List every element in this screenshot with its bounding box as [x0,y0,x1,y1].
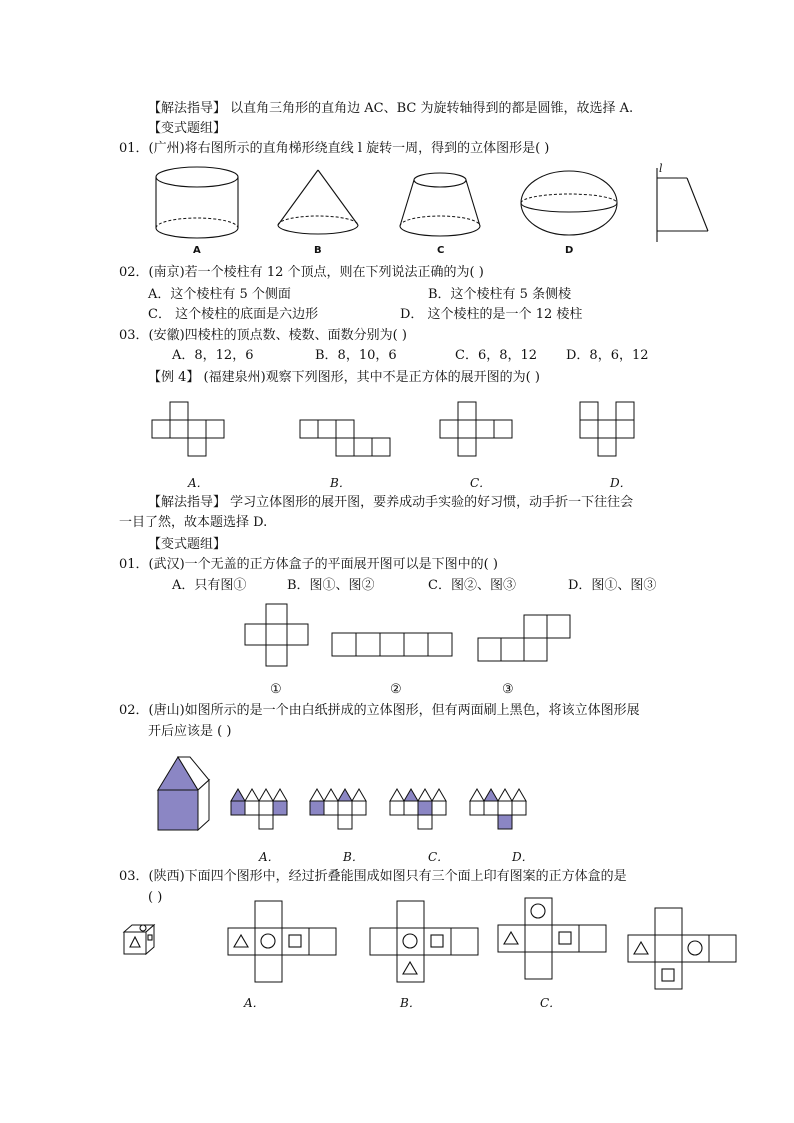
example-4-question: 【例 4】 (福建泉州)观察下列图形，其中不是正方体的展开图的为( ) [148,370,540,385]
line-l-label: l [659,162,663,175]
pattern-net-b [370,901,478,982]
pattern-label-b: B． [400,996,421,1010]
option-anhui-d: D．8，6，12 [566,348,649,363]
pattern-label-a: A． [244,996,265,1010]
solution-guide-1: 【解法指导】 以直角三角形的直角边 AC、BC 为旋转轴得到的都是圆锥，故选择 A. [148,101,634,116]
figure-label-3: ③ [502,682,514,697]
net-label-d: D． [610,476,632,490]
option-nanjing-a: A．这个棱柱有 5 个侧面 [148,287,291,302]
solid-label-d: D [565,245,574,256]
question-shaanxi: 03．(陕西)下面四个图形中，经过折叠能围成如图只有三个面上印有图案的正方体盒的是 [119,869,627,884]
figure-label-1: ① [270,682,282,697]
question-tangshan-cont: 开后应该是 ( ) [148,724,232,739]
variant-group-heading-1: 【变式题组】 [148,121,227,136]
solution-guide-2: 【解法指导】 学习立体图形的展开图，要养成动手实验的好习惯，动手折一下往往会 [148,495,634,510]
net-label-b: B． [330,476,351,490]
pattern-net-d [628,908,736,989]
pattern-net-a [228,901,336,982]
option-wuhan-a: A．只有图① [172,578,247,593]
solid-label-b: B [314,245,322,256]
option-wuhan-b: B．图①、图② [287,578,375,593]
tangshan-label-a: A． [259,850,280,864]
solid-label-a: A [193,245,201,256]
pattern-cube [124,925,154,954]
question-guangzhou: 01．(广州)将右图所示的直角梯形绕直线 l 旋转一周，得到的立体图形是( ) [119,141,550,156]
pattern-net-c [498,898,606,979]
net-label-a: A． [188,476,209,490]
tangshan-label-b: B． [343,850,364,864]
option-nanjing-d: D． 这个棱柱的是一个 12 棱柱 [400,307,583,322]
question-shaanxi-cont: ( ) [148,890,163,905]
option-nanjing-c: C． 这个棱柱的底面是六边形 [148,307,319,322]
tangshan-label-d: D． [512,850,534,864]
pattern-label-c: C． [540,996,562,1010]
net-label-c: C． [470,476,492,490]
question-nanjing: 02．(南京)若一个棱柱有 12 个顶点，则在下列说法正确的为( ) [119,265,484,280]
option-wuhan-d: D．图①、图③ [568,578,657,593]
figure-label-2: ② [390,682,402,697]
option-nanjing-b: B．这个棱柱有 5 条侧棱 [428,287,572,302]
question-anhui: 03．(安徽)四棱柱的顶点数、棱数、面数分别为( ) [119,328,407,343]
tangshan-label-c: C． [428,850,450,864]
solution-guide-2-cont: 一目了然，故本题选择 D. [119,515,268,530]
solid-label-c: C [437,245,445,256]
option-wuhan-c: C．图②、图③ [428,578,516,593]
option-anhui-b: B．8，10，6 [315,348,397,363]
question-wuhan: 01．(武汉)一个无盖的正方体盒子的平面展开图可以是下图中的( ) [119,557,498,572]
question-tangshan: 02．(唐山)如图所示的是一个由白纸拼成的立体图形，但有两面刷上黑色，将该立体图形展 [119,703,640,718]
option-anhui-a: A．8，12，6 [172,348,254,363]
option-anhui-c: C．6，8，12 [455,348,538,363]
variant-group-heading-2: 【变式题组】 [148,537,227,552]
